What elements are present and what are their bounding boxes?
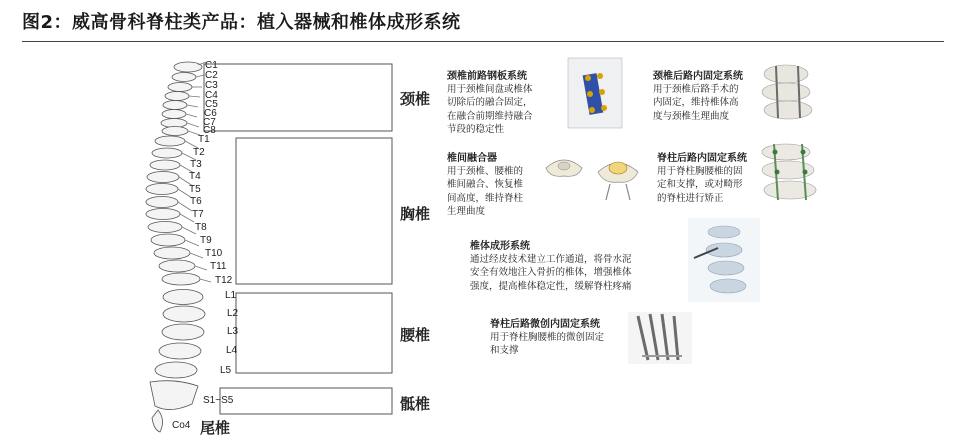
product-desc-line: 在融合前期维持融合 xyxy=(447,110,533,122)
vertebra-label: L5 xyxy=(220,365,232,376)
vertebra-label: T7 xyxy=(192,209,204,220)
product-vertebroplasty xyxy=(470,240,632,293)
region-thoracic: 胸椎 xyxy=(400,205,431,223)
region-sacral: 骶椎 xyxy=(400,395,431,413)
vertebra-label: C4 xyxy=(205,90,218,101)
vertebra-label: C2 xyxy=(205,70,218,81)
cervical-plate-image xyxy=(568,58,622,128)
vertebra-label: T6 xyxy=(190,196,202,207)
vertebra-label: T1 xyxy=(198,134,210,145)
region-lumbar: 腰椎 xyxy=(400,326,431,344)
sacral-bracket xyxy=(220,388,392,414)
product-cervical-plate xyxy=(447,70,533,136)
vertebra-label: T4 xyxy=(189,171,201,182)
vertebra-label: L2 xyxy=(227,308,239,319)
vertebra-label: T3 xyxy=(190,159,202,170)
product-title: 椎体成形系统 xyxy=(470,241,530,252)
product-desc-line: 强度，提高椎体稳定性，缓解脊柱疼痛 xyxy=(470,280,632,292)
product-desc-line: 和支撑 xyxy=(490,345,519,357)
vertebra-label: C3 xyxy=(205,80,218,91)
product-desc-line: 用于颈椎间盘或椎体 xyxy=(447,84,533,96)
product-desc-line: 的脊柱进行矫正 xyxy=(657,192,724,204)
product-desc-line: 定和支撑，或对畸形 xyxy=(657,179,743,191)
product-desc-line: 生理曲度 xyxy=(447,205,486,217)
product-desc-line: 切除后的融合固定， xyxy=(447,97,533,109)
vertebra-label: T12 xyxy=(215,275,233,286)
vertebroplasty-image xyxy=(688,218,760,302)
cervical-bracket xyxy=(204,64,392,131)
region-cervical: 颈椎 xyxy=(400,90,431,108)
vertebra-label: T10 xyxy=(205,248,223,259)
vertebra-label: C1 xyxy=(205,60,218,71)
product-desc-line: 间高度，维持脊柱 xyxy=(447,192,524,204)
figure-title: 图2：威高骨科脊柱类产品：植入器械和椎体成形系统 xyxy=(22,12,461,33)
vertebra-label: L4 xyxy=(226,345,238,356)
product-desc-line: 安全有效地注入骨折的椎体，增强椎体 xyxy=(470,267,632,279)
product-desc-line: 通过经皮技术建立工作通道，将骨水泥 xyxy=(470,254,632,266)
spine-illustration xyxy=(146,62,205,432)
product-title: 脊柱后路内固定系统 xyxy=(657,153,747,164)
product-title: 颈椎前路钢板系统 xyxy=(447,71,527,82)
product-desc-line: 度与颈椎生理曲度 xyxy=(653,110,730,122)
product-interbody-cage xyxy=(447,152,523,218)
vertebra-label: T2 xyxy=(193,147,205,158)
region-brackets xyxy=(204,64,392,414)
product-desc-line: 用于脊柱胸腰椎的固 xyxy=(657,166,743,178)
interbody-cage-image xyxy=(546,160,638,200)
product-desc-line: 内固定，维持椎体高 xyxy=(653,97,739,109)
product-title: 颈椎后路内固定系统 xyxy=(653,71,743,82)
product-desc-line: 用于颈椎、腰椎的 xyxy=(447,166,524,178)
vertebra-label: C7 xyxy=(203,117,216,128)
lumbar-bracket xyxy=(236,293,392,373)
vertebra-label: T5 xyxy=(189,184,201,195)
vertebra-label: C8 xyxy=(203,125,216,136)
vertebra-label: S1~S5 xyxy=(203,395,234,406)
cervical-posterior-image xyxy=(762,65,812,119)
vertebra-label: Co4 xyxy=(172,420,191,431)
vertebra-label: T8 xyxy=(195,222,207,233)
product-desc-line: 用于颈椎后路手术的 xyxy=(653,84,739,96)
vertebra-label: L3 xyxy=(227,326,239,337)
vertebra-label: L1 xyxy=(225,290,237,301)
region-coccyx: 尾椎 xyxy=(200,419,231,437)
posterior-fixation-image xyxy=(762,144,816,200)
product-desc-line: 椎间融合、恢复椎 xyxy=(447,179,524,191)
product-posterior-fixation xyxy=(657,152,747,205)
product-cervical-posterior xyxy=(653,70,743,123)
thoracic-bracket xyxy=(236,138,392,284)
product-desc-line: 节段的稳定性 xyxy=(447,123,505,135)
product-mis-fixation xyxy=(490,318,604,358)
product-title: 脊柱后路微创内固定系统 xyxy=(490,319,600,330)
vertebra-label: T11 xyxy=(210,261,227,272)
product-desc-line: 用于脊柱胸腰椎的微创固定 xyxy=(490,332,605,344)
mis-fixation-image xyxy=(628,312,692,364)
vertebra-label: T9 xyxy=(200,235,212,246)
vertebra-label: C5 xyxy=(205,99,218,110)
vertebra-label: C6 xyxy=(204,108,217,119)
product-title: 椎间融合器 xyxy=(447,153,497,164)
